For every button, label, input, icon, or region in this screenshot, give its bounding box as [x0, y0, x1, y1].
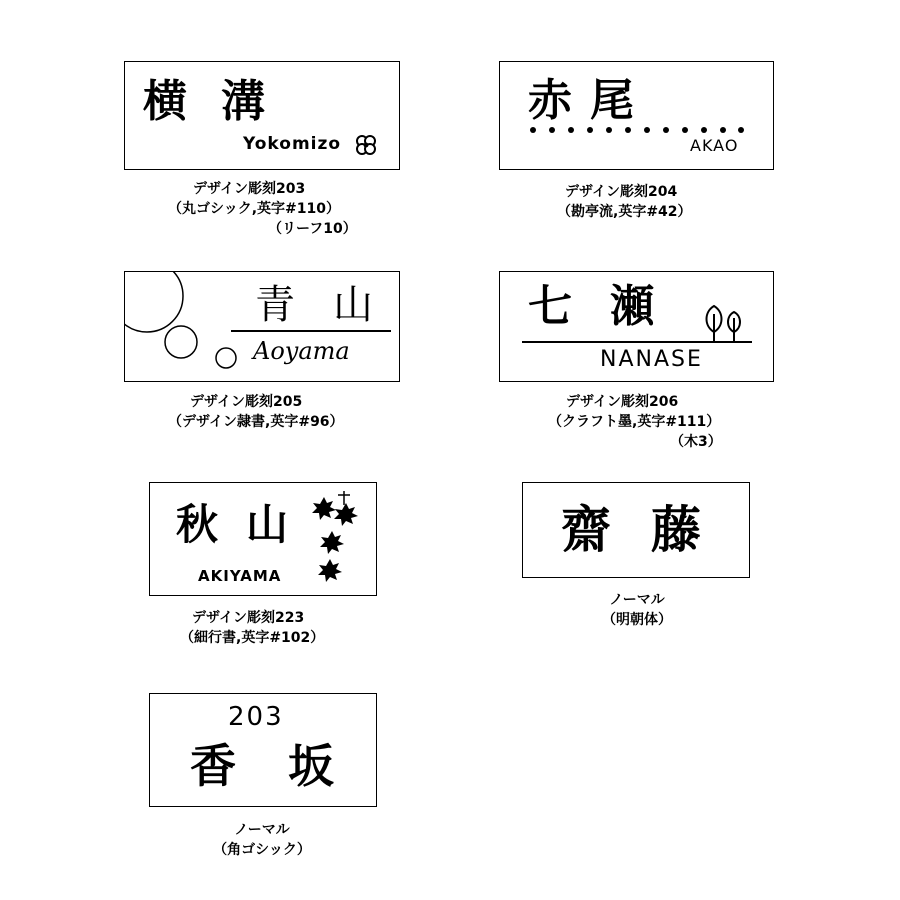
divider-line — [522, 341, 752, 343]
caption-223 — [180, 608, 325, 648]
surname-kanji-1: 青 — [255, 282, 295, 328]
surname-kanji-2: 溝 — [221, 76, 265, 127]
nameplate-akao — [499, 61, 774, 170]
surname-kanji-1: 赤 — [528, 75, 572, 126]
caption-205 — [168, 392, 344, 432]
caption-font: （デザイン隷書,英字#96） — [168, 414, 344, 430]
nameplate-kosaka — [149, 693, 377, 807]
maple-leaf-icon — [310, 491, 360, 581]
circles-decoration — [125, 272, 245, 382]
surname-kanji-2: 瀬 — [610, 281, 654, 332]
surname-kanji-1: 香 — [190, 739, 236, 793]
divider-line — [231, 330, 391, 332]
caption-font: （細行書,英字#102） — [180, 630, 325, 646]
surname-kanji-2: 藤 — [651, 500, 701, 559]
caption-motif: （リーフ10） — [268, 221, 357, 237]
surname-kanji-1: 秋 — [176, 500, 219, 549]
surname-kanji-2: 尾 — [590, 75, 634, 126]
caption-font: （勘亭流,英字#42） — [557, 204, 692, 220]
surname-kanji-2: 坂 — [288, 739, 334, 793]
caption-font: （角ゴシック） — [213, 842, 311, 858]
caption-normal-mincho — [590, 590, 684, 630]
surname-kanji-1: 七 — [528, 281, 572, 332]
caption-title: デザイン彫刻205 — [190, 394, 303, 410]
romaji-name: AKAO — [690, 136, 739, 155]
nameplate-nanase — [499, 271, 774, 382]
nameplate-akiyama — [149, 482, 377, 596]
romaji-name: Yokomizo — [243, 134, 342, 154]
caption-203 — [168, 179, 357, 239]
nameplate-yokomizo — [124, 61, 400, 170]
caption-title: ノーマル — [609, 592, 665, 608]
nameplate-saito — [522, 482, 750, 578]
romaji-name: NANASE — [600, 347, 703, 372]
surname-kanji-2: 山 — [246, 500, 289, 549]
caption-204 — [557, 182, 692, 222]
tree-icon — [700, 302, 748, 344]
romaji-name: AKIYAMA — [198, 567, 282, 585]
caption-title: デザイン彫刻203 — [193, 181, 306, 197]
romaji-name: Aoyama — [253, 337, 350, 365]
caption-font: （丸ゴシック,英字#110） — [168, 201, 340, 217]
caption-motif: （木3） — [670, 434, 722, 450]
dotted-line-decoration — [530, 126, 744, 134]
surname-kanji-2: 山 — [333, 282, 373, 328]
caption-title: デザイン彫刻223 — [192, 610, 305, 626]
caption-font: （クラフト墨,英字#111） — [548, 414, 721, 430]
clover-leaf-icon — [355, 134, 377, 156]
caption-font: （明朝体） — [602, 612, 672, 628]
caption-title: デザイン彫刻204 — [565, 184, 678, 200]
nameplate-aoyama — [124, 271, 400, 382]
caption-normal-gothic — [200, 820, 324, 860]
caption-title: ノーマル — [234, 822, 290, 838]
surname-kanji-1: 横 — [143, 76, 187, 127]
room-number: 203 — [228, 702, 284, 732]
surname-kanji-1: 齋 — [561, 500, 611, 559]
caption-206 — [548, 392, 722, 452]
caption-title: デザイン彫刻206 — [566, 394, 679, 410]
